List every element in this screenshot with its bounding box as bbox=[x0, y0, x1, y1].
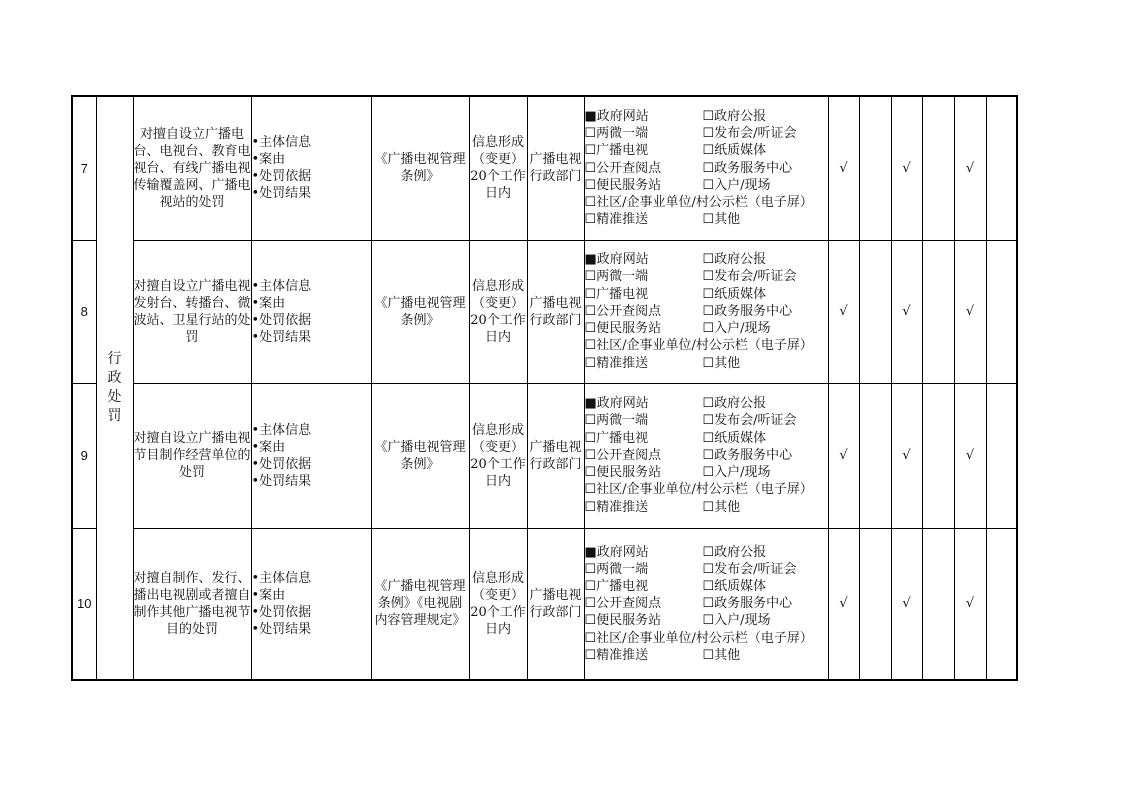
channel-press-hearing: ☐发布会/听证会 bbox=[702, 561, 797, 577]
channel-gov-website: ■政府网站 bbox=[584, 544, 649, 560]
channel-paper-media: ☐纸质媒体 bbox=[702, 578, 767, 594]
channel-precise-push: ☐精准推送 bbox=[584, 212, 649, 228]
content-item: •主体信息 bbox=[251, 135, 312, 151]
check-mark: √ bbox=[828, 383, 859, 528]
channel-service-center: ☐政务服务中心 bbox=[702, 160, 793, 176]
check-mark: √ bbox=[954, 528, 986, 680]
channel-list bbox=[584, 383, 828, 528]
item-name: 对擅自制作、发行、播出电视剧或者擅自制作其他广播电视节目的处罚 bbox=[133, 528, 251, 680]
row-number: 7 bbox=[72, 96, 96, 240]
channel-gov-gazette: ☐政府公报 bbox=[702, 252, 767, 268]
content-list bbox=[251, 383, 371, 528]
channel-public-reading: ☐公开查阅点 bbox=[584, 447, 662, 463]
channel-press-hearing: ☐发布会/听证会 bbox=[702, 413, 797, 429]
channel-gov-gazette: ☐政府公报 bbox=[702, 396, 767, 412]
channel-broadcast-tv: ☐广播电视 bbox=[584, 286, 649, 302]
channel-service-center: ☐政务服务中心 bbox=[702, 596, 793, 612]
department: 广播电视行政部门 bbox=[527, 240, 584, 383]
channel-paper-media: ☐纸质媒体 bbox=[702, 286, 767, 302]
channel-two-micro: ☐两微一端 bbox=[584, 126, 649, 142]
category-label: 行政处罚 bbox=[107, 351, 122, 424]
table-row bbox=[72, 96, 1017, 240]
channel-broadcast-tv: ☐广播电视 bbox=[584, 578, 649, 594]
empty-cell bbox=[986, 528, 1017, 680]
content-item: •主体信息 bbox=[251, 278, 312, 294]
row-number: 9 bbox=[72, 383, 96, 528]
channel-door-to-door: ☐入户/现场 bbox=[702, 465, 771, 481]
channel-broadcast-tv: ☐广播电视 bbox=[584, 430, 649, 446]
content-item: •处罚依据 bbox=[251, 312, 312, 328]
channel-list bbox=[584, 528, 828, 680]
legal-basis: 《广播电视管理条例》《电视剧内容管理规定》 bbox=[371, 528, 469, 680]
department: 广播电视行政部门 bbox=[527, 383, 584, 528]
channel-other: ☐其他 bbox=[702, 212, 741, 228]
content-item: •主体信息 bbox=[251, 570, 312, 586]
empty-cell bbox=[922, 96, 954, 240]
channel-gov-website: ■政府网站 bbox=[584, 252, 649, 268]
empty-cell bbox=[859, 96, 891, 240]
legal-basis: 《广播电视管理条例》 bbox=[371, 383, 469, 528]
empty-cell bbox=[922, 240, 954, 383]
empty-cell bbox=[986, 383, 1017, 528]
channel-convenience-station: ☐便民服务站 bbox=[584, 613, 662, 629]
time-limit: 信息形成（变更）20个工作日内 bbox=[469, 96, 527, 240]
content-item: •案由 bbox=[251, 152, 286, 168]
empty-cell bbox=[986, 96, 1017, 240]
check-mark: √ bbox=[891, 383, 922, 528]
channel-other: ☐其他 bbox=[702, 499, 741, 515]
content-item: •处罚结果 bbox=[251, 621, 312, 637]
channel-community-board: ☐社区/企事业单位/村公示栏（电子屏） bbox=[584, 630, 813, 646]
item-name: 对擅自设立广播电视节目制作经营单位的处罚 bbox=[133, 383, 251, 528]
table-row bbox=[72, 240, 1017, 383]
channel-door-to-door: ☐入户/现场 bbox=[702, 321, 771, 337]
channel-community-board: ☐社区/企事业单位/村公示栏（电子屏） bbox=[584, 338, 813, 354]
channel-convenience-station: ☐便民服务站 bbox=[584, 465, 662, 481]
content-list bbox=[251, 96, 371, 240]
time-limit: 信息形成（变更）20个工作日内 bbox=[469, 383, 527, 528]
content-item: •案由 bbox=[251, 295, 286, 311]
check-mark: √ bbox=[891, 528, 922, 680]
table-row bbox=[72, 528, 1017, 680]
channel-public-reading: ☐公开查阅点 bbox=[584, 160, 662, 176]
channel-precise-push: ☐精准推送 bbox=[584, 647, 649, 663]
content-list bbox=[251, 240, 371, 383]
channel-two-micro: ☐两微一端 bbox=[584, 269, 649, 285]
table-row bbox=[72, 383, 1017, 528]
content-item: •案由 bbox=[251, 587, 286, 603]
channel-gov-website: ■政府网站 bbox=[584, 396, 649, 412]
empty-cell bbox=[859, 528, 891, 680]
disclosure-table bbox=[71, 95, 1018, 681]
content-list bbox=[251, 528, 371, 680]
content-item: •处罚结果 bbox=[251, 473, 312, 489]
channel-public-reading: ☐公开查阅点 bbox=[584, 303, 662, 319]
department: 广播电视行政部门 bbox=[527, 528, 584, 680]
check-mark: √ bbox=[954, 240, 986, 383]
channel-community-board: ☐社区/企事业单位/村公示栏（电子屏） bbox=[584, 482, 813, 498]
channel-service-center: ☐政务服务中心 bbox=[702, 303, 793, 319]
check-mark: √ bbox=[828, 96, 859, 240]
channel-gov-gazette: ☐政府公报 bbox=[702, 544, 767, 560]
channel-public-reading: ☐公开查阅点 bbox=[584, 596, 662, 612]
check-mark: √ bbox=[954, 96, 986, 240]
empty-cell bbox=[859, 240, 891, 383]
channel-broadcast-tv: ☐广播电视 bbox=[584, 143, 649, 159]
check-mark: √ bbox=[828, 240, 859, 383]
check-mark: √ bbox=[828, 528, 859, 680]
channel-gov-gazette: ☐政府公报 bbox=[702, 109, 767, 125]
time-limit: 信息形成（变更）20个工作日内 bbox=[469, 240, 527, 383]
row-number: 10 bbox=[72, 528, 96, 680]
legal-basis: 《广播电视管理条例》 bbox=[371, 96, 469, 240]
channel-door-to-door: ☐入户/现场 bbox=[702, 177, 771, 193]
empty-cell bbox=[922, 383, 954, 528]
channel-press-hearing: ☐发布会/听证会 bbox=[702, 269, 797, 285]
channel-convenience-station: ☐便民服务站 bbox=[584, 321, 662, 337]
check-mark: √ bbox=[954, 383, 986, 528]
content-item: •处罚结果 bbox=[251, 186, 312, 202]
time-limit: 信息形成（变更）20个工作日内 bbox=[469, 528, 527, 680]
empty-cell bbox=[859, 383, 891, 528]
channel-precise-push: ☐精准推送 bbox=[584, 499, 649, 515]
legal-basis: 《广播电视管理条例》 bbox=[371, 240, 469, 383]
check-mark: √ bbox=[891, 96, 922, 240]
content-item: •处罚依据 bbox=[251, 604, 312, 620]
channel-list bbox=[584, 96, 828, 240]
content-item: •案由 bbox=[251, 439, 286, 455]
content-item: •处罚依据 bbox=[251, 456, 312, 472]
channel-community-board: ☐社区/企事业单位/村公示栏（电子屏） bbox=[584, 195, 813, 211]
channel-other: ☐其他 bbox=[702, 355, 741, 371]
channel-service-center: ☐政务服务中心 bbox=[702, 447, 793, 463]
empty-cell bbox=[986, 240, 1017, 383]
row-number: 8 bbox=[72, 240, 96, 383]
item-name: 对擅自设立广播电台、电视台、教育电视台、有线广播电视传输覆盖网、广播电视站的处罚 bbox=[133, 96, 251, 240]
content-item: •处罚结果 bbox=[251, 329, 312, 345]
channel-two-micro: ☐两微一端 bbox=[584, 413, 649, 429]
empty-cell bbox=[922, 528, 954, 680]
channel-paper-media: ☐纸质媒体 bbox=[702, 143, 767, 159]
channel-list bbox=[584, 240, 828, 383]
channel-press-hearing: ☐发布会/听证会 bbox=[702, 126, 797, 142]
channel-precise-push: ☐精准推送 bbox=[584, 355, 649, 371]
channel-two-micro: ☐两微一端 bbox=[584, 561, 649, 577]
content-item: •主体信息 bbox=[251, 422, 312, 438]
channel-gov-website: ■政府网站 bbox=[584, 109, 649, 125]
content-item: •处罚依据 bbox=[251, 169, 312, 185]
item-name: 对擅自设立广播电视发射台、转播台、微波站、卫星行站的处罚 bbox=[133, 240, 251, 383]
category-cell bbox=[96, 96, 133, 680]
channel-convenience-station: ☐便民服务站 bbox=[584, 177, 662, 193]
channel-door-to-door: ☐入户/现场 bbox=[702, 613, 771, 629]
department: 广播电视行政部门 bbox=[527, 96, 584, 240]
channel-paper-media: ☐纸质媒体 bbox=[702, 430, 767, 446]
check-mark: √ bbox=[891, 240, 922, 383]
channel-other: ☐其他 bbox=[702, 647, 741, 663]
